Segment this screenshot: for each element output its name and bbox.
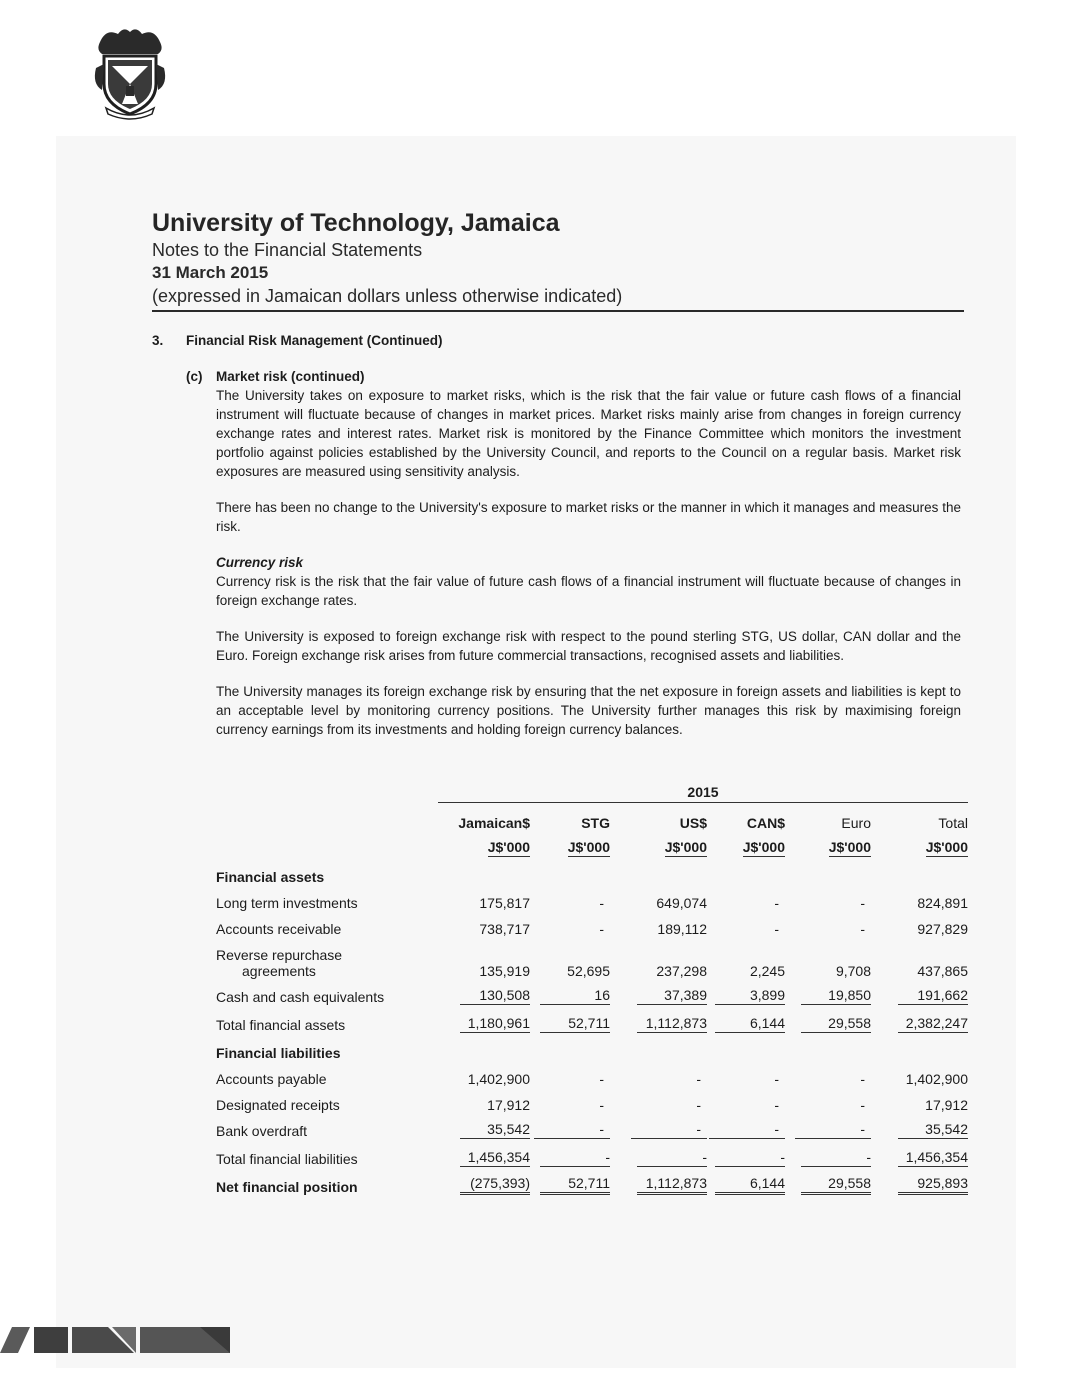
table-cell: - [530,1113,610,1139]
table-cell: 9,708 [835,963,871,979]
table-cell: - [696,1071,701,1087]
table-cell: 649,074 [656,895,707,911]
table-cell: - [707,1139,785,1167]
section-title: Financial Risk Management (Continued) [186,333,443,348]
subsection-heading [186,367,962,386]
net-position-row [216,1167,968,1195]
empty-header-cell [216,803,438,832]
row-label: Long term investments [216,895,358,911]
table-cell: - [707,1113,785,1139]
row-label: Cash and cash equivalents [216,989,385,1005]
currency-exposure-table [216,782,968,1195]
table-cell: 19,850 [785,979,871,1005]
table-cell: - [599,1071,604,1087]
table-cell: 191,662 [871,979,968,1005]
table-cell: - [610,1113,707,1139]
table-cell: 175,817 [479,895,530,911]
currency-exposure-table-area [216,782,968,1195]
paragraph-currency-risk: Currency risk is the risk that the fair value of future cash flows of a financial instrument will fluctuate because of changes in foreign exchange rates. [216,574,961,608]
unit-header: J$'000 [487,839,530,855]
table-cell: 1,456,354 [871,1139,968,1167]
liabilities-group-row [216,1033,968,1061]
column-header-can: CAN$ [746,815,785,831]
table-cell: - [774,895,779,911]
currency-risk-heading: Currency risk [216,555,304,570]
table-cell: - [785,1113,871,1139]
total-assets-row [216,1005,968,1033]
table-row [216,979,968,1005]
table-cell: 1,112,873 [610,1167,707,1195]
unit-header: J$'000 [925,839,968,855]
currency-note: (expressed in Jamaican dollars unless otherwise indicated) [152,284,964,312]
table-cell: 1,402,900 [905,1071,968,1087]
table-cell: - [599,1097,604,1113]
table-cell: 1,402,900 [467,1071,530,1087]
row-label: Accounts receivable [216,921,342,937]
table-cell: 824,891 [917,895,968,911]
table-cell: 35,542 [871,1113,968,1139]
paragraph-no-change: There has been no change to the University's exposure to market risks or the manner in which it manages and measures the risk. [216,500,961,534]
paragraph-management: The University manages its foreign exchange risk by ensuring that the net exposure in foreign assets and liabilities is kept to an acceptable level by monitoring currency positions. The University further manages this risk by maximising foreign currency earnings from its investments and holding foreign currency balances. [216,684,961,737]
university-crest-icon [92,24,168,120]
row-label: Designated receipts [216,1097,340,1113]
table-cell: 189,112 [657,921,707,937]
table-cell: - [860,921,865,937]
table-cell: 17,912 [925,1097,968,1113]
table-row [216,1061,968,1087]
table-cell: 29,558 [785,1005,871,1033]
subsection-body [216,386,961,739]
empty-header-cell [216,831,438,857]
section-heading [152,331,964,350]
table-row [216,911,968,937]
doc-date: 31 March 2015 [152,263,269,282]
year-header-row [216,782,968,803]
table-cell: - [774,1071,779,1087]
table-cell: - [785,1139,871,1167]
org-title: University of Technology, Jamaica [152,209,560,237]
table-cell: - [774,921,779,937]
row-label: Accounts payable [216,1071,327,1087]
table-cell: 738,717 [479,921,530,937]
table-cell: - [696,1097,701,1113]
row-label-line: agreements [242,963,316,979]
table-row [216,937,968,979]
table-cell: - [774,1097,779,1113]
table-cell: - [860,1097,865,1113]
column-header-euro: Euro [841,815,871,831]
market-risk-subsection [186,367,962,756]
table-cell: 2,382,247 [871,1005,968,1033]
table-cell: 17,912 [487,1097,530,1113]
table-cell: - [530,1139,610,1167]
section-heading-block [152,331,964,350]
table-cell: 16 [530,979,610,1005]
column-header-jamaican: Jamaican$ [458,815,530,831]
assets-heading: Financial assets [216,869,325,885]
row-label: Total financial assets [216,1017,346,1033]
paragraph-exposure: The University is exposed to foreign exchange risk with respect to the pound sterling STG, US dollar, CAN dollar and the Euro. Foreign exchange risk arises from future commercial transactions, recognised assets and liabilities. [216,629,961,663]
table-cell: 927,829 [917,921,968,937]
table-cell: - [860,895,865,911]
unit-header: J$'000 [567,839,610,855]
table-row [216,1087,968,1113]
assets-group-row [216,857,968,885]
table-cell: 237,298 [656,963,707,979]
row-label: Net financial position [216,1179,358,1195]
year-header: 2015 [438,782,968,803]
unit-header: J$'000 [742,839,785,855]
table-cell: 1,456,354 [438,1139,530,1167]
document-header [152,207,964,312]
table-cell: - [860,1071,865,1087]
row-label-line: Reverse repurchase [216,947,343,963]
table-cell: 6,144 [707,1167,785,1195]
table-cell: 1,112,873 [610,1005,707,1033]
unit-header: J$'000 [664,839,707,855]
section-number: 3. [152,333,164,348]
table-cell: 29,558 [785,1167,871,1195]
table-cell: 52,711 [530,1005,610,1033]
subsection-title: Market risk (continued) [216,369,365,384]
table-cell: 6,144 [707,1005,785,1033]
table-cell: 37,389 [610,979,707,1005]
doc-subtitle: Notes to the Financial Statements [152,240,423,260]
row-label: Total financial liabilities [216,1151,358,1167]
table-cell: - [610,1139,707,1167]
table-cell: - [599,921,604,937]
total-liabilities-row [216,1139,968,1167]
column-header-total: Total [938,815,968,831]
table-cell: 135,919 [479,963,530,979]
footer-decoration-icon [0,1327,230,1353]
table-row [216,1113,968,1139]
table-cell: 35,542 [438,1113,530,1139]
table-cell: (275,393) [438,1167,530,1195]
table-cell: 3,899 [707,979,785,1005]
currency-header-row [216,803,968,832]
column-header-us: US$ [679,815,707,831]
table-row [216,885,968,911]
column-header-stg: STG [581,815,610,831]
table-cell: 925,893 [871,1167,968,1195]
table-cell: 2,245 [749,963,785,979]
empty-header-cell [216,782,438,803]
table-cell: 52,711 [530,1167,610,1195]
paragraph-market-risk: The University takes on exposure to market risks, which is the risk that the fair value or future cash flows of a financial instrument will fluctuate because of changes in market prices. Market risks mainly arise from changes in foreign currency exchange rates and interest rates. Market risk is monitored by the Finance Committee which monitors the investment portfolio against policies established by the University Council, and reports to the Council on a regular basis. Market risk exposures are measured using sensitivity analysis. [216,388,961,479]
liabilities-heading: Financial liabilities [216,1045,341,1061]
table-cell: - [599,895,604,911]
unit-header: J$'000 [828,839,871,855]
row-label [216,937,438,979]
table-cell: 437,865 [917,963,968,979]
units-header-row [216,831,968,857]
table-cell: 130,508 [438,979,530,1005]
subsection-letter: (c) [186,369,203,384]
row-label: Bank overdraft [216,1123,308,1139]
table-cell: 52,695 [567,963,610,979]
table-cell: 1,180,961 [438,1005,530,1033]
